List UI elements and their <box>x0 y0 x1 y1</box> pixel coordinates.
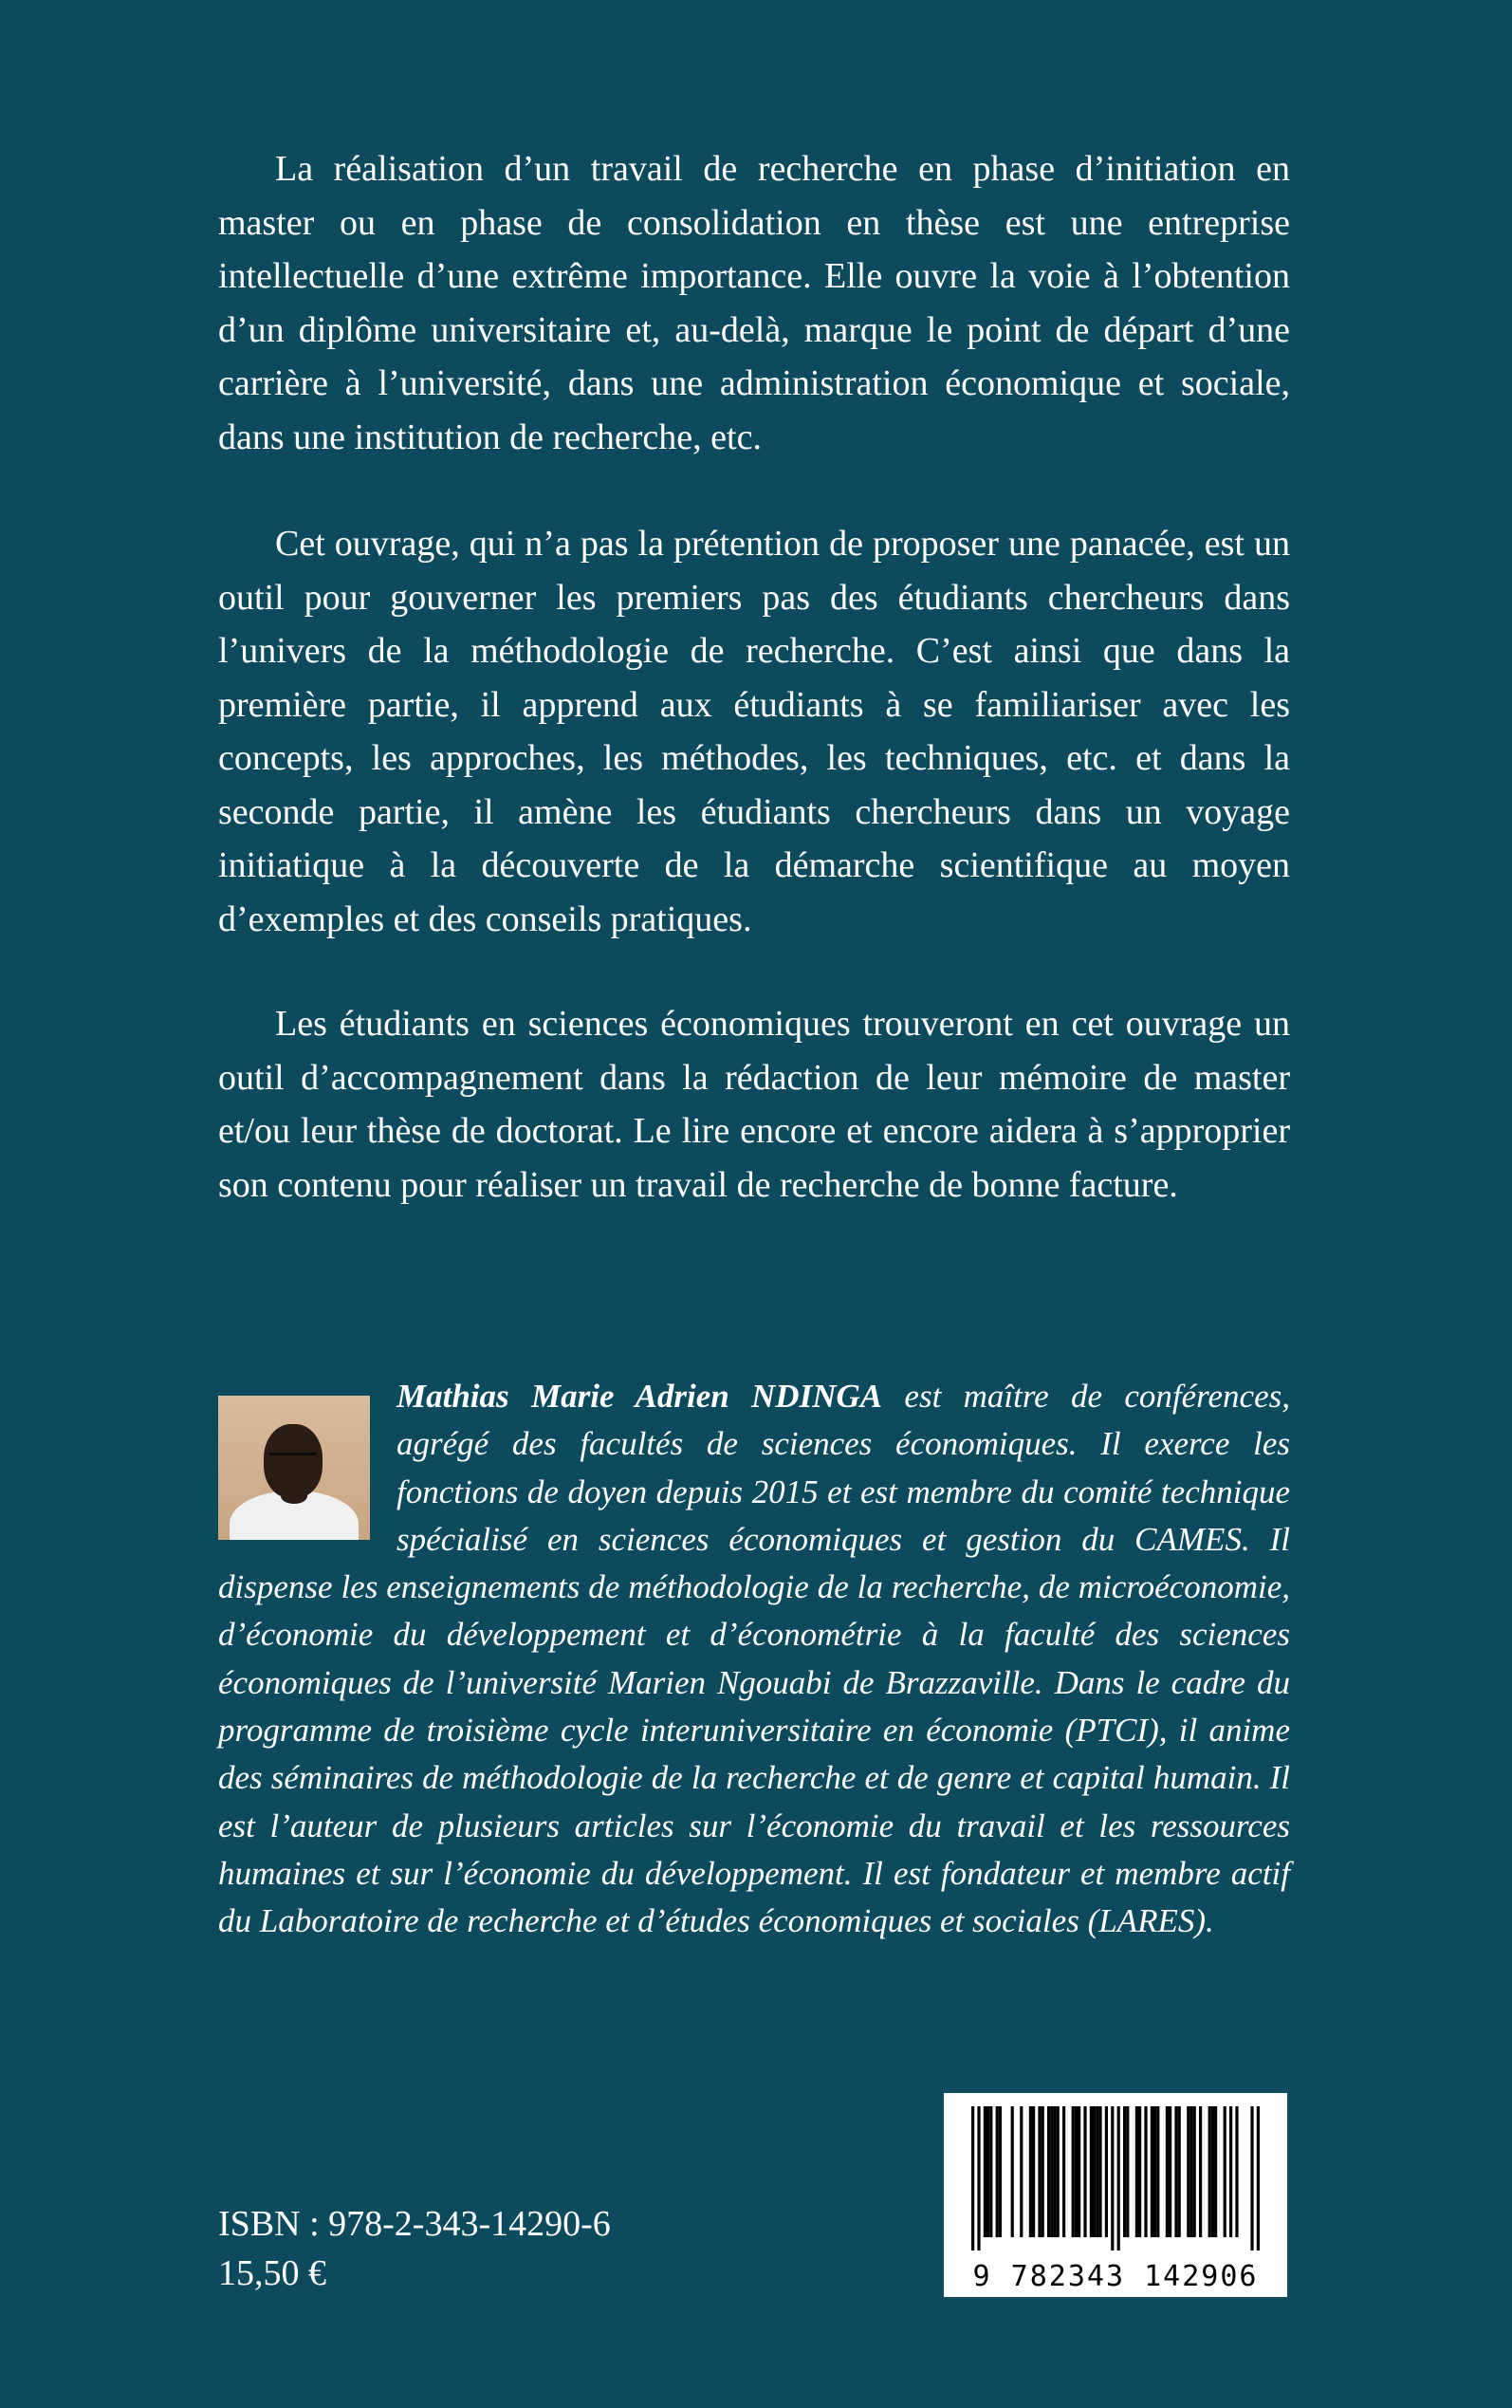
barcode-bar <box>1123 2106 1126 2237</box>
barcode-bar <box>1090 2106 1093 2237</box>
barcode-bar <box>1105 2106 1108 2237</box>
barcode-bar <box>1250 2106 1253 2251</box>
barcode-bar <box>1093 2106 1096 2237</box>
isbn-number: ISBN : 978-2-343-14290-6 <box>218 2204 611 2244</box>
barcode-bar <box>1199 2106 1202 2237</box>
barcode-bar <box>999 2106 1002 2237</box>
barcode-bar <box>1174 2106 1177 2237</box>
barcode-bar <box>1208 2106 1211 2237</box>
price: 15,50 € <box>218 2253 326 2293</box>
barcode-bar <box>1096 2106 1098 2237</box>
barcode-bar <box>1126 2106 1129 2237</box>
barcode-bar <box>1214 2106 1217 2237</box>
barcode-bar <box>1151 2106 1153 2237</box>
barcode-bar <box>977 2106 980 2251</box>
barcode-bar <box>1050 2106 1053 2237</box>
barcode-bar <box>1257 2106 1260 2251</box>
barcode-bar <box>971 2106 974 2251</box>
barcode-bar <box>1111 2106 1114 2251</box>
barcode-bars <box>944 2093 1287 2254</box>
summary-paragraph-1 <box>218 142 1290 464</box>
author-photo <box>218 1396 370 1540</box>
barcode-bar <box>1224 2106 1226 2237</box>
author-name: Mathias Marie Adrien NDINGA <box>396 1378 883 1415</box>
barcode-bar <box>1166 2106 1169 2237</box>
barcode-bar <box>1135 2106 1138 2237</box>
barcode-bar <box>1229 2106 1232 2237</box>
barcode-bar <box>1098 2106 1101 2237</box>
author-bio-body: est maître de conférences, agrégé des facultés de sciences économiques. Il exerce les fonctions de doyen depuis 2015 et est membre du comité technique spécialisé en sciences économiques et gestion du CAMES. Il dispense les enseignements de méthodologie de la recherche, de microéconomie, d’économie du développement et d’économétrie à la faculté des sciences économiques de l’université Marien Ngouabi de Brazzaville. Dans le cadre du programme de troisième cycle interuniversitaire en économie (PTCI), il anime des séminaires de méthodologie de la recherche et de genre et capital humain. Il est l’auteur de plusieurs articles sur l’économie du travail et les ressources humaines et sur l’économie du développement. Il est fondateur et membre actif du Laboratoire de recherche et d’études économiques et sociales (LARES). <box>218 1378 1290 1940</box>
author-bio <box>218 1373 1290 1946</box>
barcode-bar <box>1083 2106 1086 2237</box>
summary-paragraph-1-text: La réalisation d’un travail de recherche en phase d’initiation en master ou en phase de consolidation en thèse est une entreprise intellectuelle d’une extrême importance. Elle ouvre la voie à l’obtention d’un diplôme universitaire et, au-delà, marque le point de départ d’une carrière à l’université, dans une administration économique et sociale, dans une institution de recherche, etc. <box>218 149 1290 457</box>
barcode-bar <box>1235 2106 1238 2237</box>
barcode-bar <box>1144 2106 1147 2237</box>
barcode-bar <box>1138 2106 1141 2237</box>
barcode-bar <box>1038 2106 1041 2237</box>
barcode-bar <box>1053 2106 1056 2237</box>
barcode-bar <box>1072 2106 1075 2237</box>
barcode-bar <box>1153 2106 1156 2237</box>
barcode-digits: 9 782343 142906 <box>972 2260 1259 2293</box>
barcode <box>944 2093 1287 2297</box>
barcode-bar <box>1047 2106 1050 2237</box>
barcode-bar <box>984 2106 986 2237</box>
barcode-bar <box>1062 2106 1065 2237</box>
summary-paragraph-3 <box>218 997 1290 1212</box>
barcode-bar <box>1029 2106 1032 2237</box>
barcode-bar <box>1178 2106 1181 2237</box>
barcode-bar <box>1078 2106 1080 2237</box>
barcode-bar <box>1187 2106 1189 2237</box>
isbn-block <box>218 2199 611 2298</box>
barcode-bar <box>1042 2106 1044 2237</box>
barcode-bar <box>986 2106 989 2237</box>
barcode-bar <box>1211 2106 1214 2237</box>
barcode-bar <box>1189 2106 1192 2237</box>
barcode-bar <box>1169 2106 1171 2237</box>
barcode-bar <box>1117 2106 1120 2251</box>
author-bio-text <box>218 1373 1290 1946</box>
barcode-bar <box>1193 2106 1196 2237</box>
barcode-bar <box>1156 2106 1159 2237</box>
summary-paragraph-3-text: Les étudiants en sciences économiques trouveront en cet ouvrage un outil d’accompagnement dans la rédaction de leur mémoire de master et/ou leur thèse de doctorat. Le lire encore et encore aidera à s’approprier son contenu pour réaliser un travail de recherche de bonne facture. <box>218 1004 1290 1205</box>
barcode-bar <box>996 2106 999 2237</box>
barcode-bar <box>1011 2106 1014 2237</box>
summary-paragraph-2 <box>218 517 1290 946</box>
barcode-bar <box>1075 2106 1078 2237</box>
barcode-bar <box>989 2106 992 2237</box>
barcode-bar <box>1020 2106 1023 2237</box>
barcode-bar <box>1057 2106 1060 2237</box>
summary-paragraph-2-text: Cet ouvrage, qui n’a pas la prétention de proposer une panacée, est un outil pour gouverner les premiers pas des étudiants chercheurs dans l’univers de la méthodologie de recherche. C’est ainsi que dans la première partie, il apprend aux étudiants à se familiariser avec les concepts, les approches, les méthodes, les techniques, etc. et dans la seconde partie, il amène les étudiants chercheurs dans un voyage initiatique à la découverte de la démarche scientifique au moyen d’exemples et des conseils pratiques. <box>218 524 1290 939</box>
barcode-bar <box>1032 2106 1035 2237</box>
